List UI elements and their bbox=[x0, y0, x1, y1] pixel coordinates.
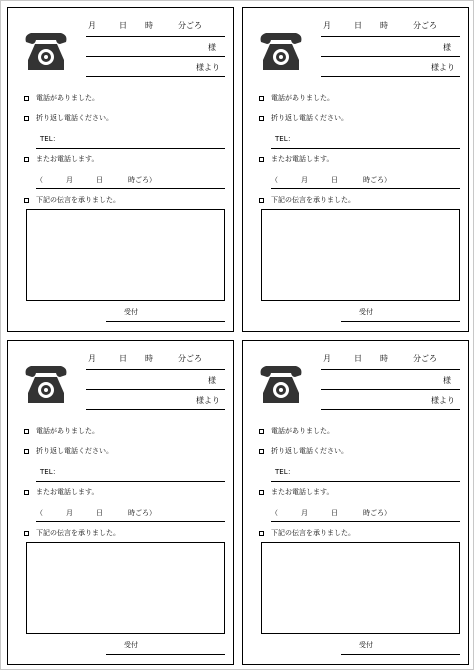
caller-suffix: 様より bbox=[196, 63, 220, 72]
tel-label: TEL： bbox=[40, 135, 60, 143]
callback-day-label: 日 bbox=[96, 509, 103, 517]
phone-memo-card bbox=[242, 340, 469, 665]
call-back-checkbox[interactable] bbox=[24, 449, 29, 454]
called-checkbox[interactable] bbox=[24, 429, 29, 434]
addressee-suffix: 様 bbox=[443, 376, 451, 385]
callback-time-label: 時ごろ） bbox=[128, 509, 156, 517]
call-back-label: 折り返し電話ください。 bbox=[36, 447, 113, 455]
call-again-checkbox[interactable] bbox=[259, 490, 264, 495]
message-box[interactable] bbox=[261, 209, 460, 301]
callback-date-line bbox=[271, 188, 460, 189]
hour-label: 時 bbox=[380, 354, 388, 363]
callback-month-label: 月 bbox=[301, 509, 308, 517]
telephone-icon bbox=[20, 28, 72, 76]
callback-time-label: 時ごろ） bbox=[128, 176, 156, 184]
call-back-label: 折り返し電話ください。 bbox=[36, 114, 113, 122]
called-checkbox[interactable] bbox=[24, 96, 29, 101]
callback-time-label: 時ごろ） bbox=[363, 176, 391, 184]
month-label: 月 bbox=[323, 354, 331, 363]
call-again-label: またお電話します。 bbox=[36, 155, 99, 163]
time-suffix-label: 分ごろ bbox=[178, 354, 202, 363]
called-checkbox[interactable] bbox=[259, 429, 264, 434]
callback-open-paren: （ bbox=[36, 176, 43, 184]
hour-label: 時 bbox=[380, 21, 388, 30]
phone-memo-card bbox=[7, 7, 234, 332]
tel-line bbox=[271, 148, 460, 149]
receiver-label: 受付 bbox=[124, 641, 138, 649]
addressee-suffix: 様 bbox=[443, 43, 451, 52]
caller-line bbox=[321, 76, 460, 77]
month-label: 月 bbox=[88, 354, 96, 363]
message-box[interactable] bbox=[26, 209, 225, 301]
message-checkbox[interactable] bbox=[259, 531, 264, 536]
tel-line bbox=[271, 481, 460, 482]
telephone-icon bbox=[20, 361, 72, 409]
call-again-label: またお電話します。 bbox=[271, 488, 334, 496]
call-back-checkbox[interactable] bbox=[259, 449, 264, 454]
called-checkbox[interactable] bbox=[259, 96, 264, 101]
callback-open-paren: （ bbox=[36, 509, 43, 517]
callback-date-line bbox=[271, 521, 460, 522]
callback-open-paren: （ bbox=[271, 176, 278, 184]
call-again-checkbox[interactable] bbox=[24, 490, 29, 495]
called-label: 電話がありました。 bbox=[36, 427, 99, 435]
callback-month-label: 月 bbox=[66, 176, 73, 184]
message-checkbox[interactable] bbox=[259, 198, 264, 203]
caller-suffix: 様より bbox=[196, 396, 220, 405]
receiver-line bbox=[341, 654, 460, 655]
hour-label: 時 bbox=[145, 21, 153, 30]
callback-time-label: 時ごろ） bbox=[363, 509, 391, 517]
callback-open-paren: （ bbox=[271, 509, 278, 517]
date-time-line bbox=[321, 369, 460, 370]
caller-line bbox=[86, 409, 225, 410]
addressee-suffix: 様 bbox=[208, 376, 216, 385]
callback-day-label: 日 bbox=[331, 176, 338, 184]
tel-label: TEL： bbox=[40, 468, 60, 476]
day-label: 日 bbox=[119, 21, 127, 30]
tel-line bbox=[36, 481, 225, 482]
addressee-line bbox=[321, 389, 460, 390]
time-suffix-label: 分ごろ bbox=[413, 21, 437, 30]
call-again-checkbox[interactable] bbox=[259, 157, 264, 162]
date-time-line bbox=[86, 369, 225, 370]
caller-line bbox=[321, 409, 460, 410]
caller-suffix: 様より bbox=[431, 396, 455, 405]
message-checkbox[interactable] bbox=[24, 198, 29, 203]
addressee-line bbox=[321, 56, 460, 57]
phone-memo-card bbox=[242, 7, 469, 332]
date-time-line bbox=[321, 36, 460, 37]
call-again-checkbox[interactable] bbox=[24, 157, 29, 162]
receiver-label: 受付 bbox=[124, 308, 138, 316]
message-label: 下記の伝言を承りました。 bbox=[271, 196, 355, 204]
receiver-line bbox=[106, 321, 225, 322]
call-again-label: またお電話します。 bbox=[271, 155, 334, 163]
called-label: 電話がありました。 bbox=[36, 94, 99, 102]
message-label: 下記の伝言を承りました。 bbox=[271, 529, 355, 537]
callback-date-line bbox=[36, 521, 225, 522]
tel-line bbox=[36, 148, 225, 149]
telephone-icon bbox=[255, 361, 307, 409]
message-label: 下記の伝言を承りました。 bbox=[36, 529, 120, 537]
telephone-icon bbox=[255, 28, 307, 76]
message-box[interactable] bbox=[261, 542, 460, 634]
caller-suffix: 様より bbox=[431, 63, 455, 72]
date-time-line bbox=[86, 36, 225, 37]
message-box[interactable] bbox=[26, 542, 225, 634]
call-back-label: 折り返し電話ください。 bbox=[271, 114, 348, 122]
day-label: 日 bbox=[119, 354, 127, 363]
call-back-checkbox[interactable] bbox=[24, 116, 29, 121]
tel-label: TEL： bbox=[275, 135, 295, 143]
message-label: 下記の伝言を承りました。 bbox=[36, 196, 120, 204]
call-back-checkbox[interactable] bbox=[259, 116, 264, 121]
receiver-line bbox=[341, 321, 460, 322]
message-checkbox[interactable] bbox=[24, 531, 29, 536]
addressee-suffix: 様 bbox=[208, 43, 216, 52]
receiver-label: 受付 bbox=[359, 308, 373, 316]
phone-memo-card bbox=[7, 340, 234, 665]
addressee-line bbox=[86, 389, 225, 390]
called-label: 電話がありました。 bbox=[271, 94, 334, 102]
receiver-line bbox=[106, 654, 225, 655]
addressee-line bbox=[86, 56, 225, 57]
callback-month-label: 月 bbox=[66, 509, 73, 517]
callback-day-label: 日 bbox=[96, 176, 103, 184]
callback-month-label: 月 bbox=[301, 176, 308, 184]
call-back-label: 折り返し電話ください。 bbox=[271, 447, 348, 455]
day-label: 日 bbox=[354, 21, 362, 30]
receiver-label: 受付 bbox=[359, 641, 373, 649]
callback-date-line bbox=[36, 188, 225, 189]
tel-label: TEL： bbox=[275, 468, 295, 476]
called-label: 電話がありました。 bbox=[271, 427, 334, 435]
call-again-label: またお電話します。 bbox=[36, 488, 99, 496]
caller-line bbox=[86, 76, 225, 77]
month-label: 月 bbox=[323, 21, 331, 30]
callback-day-label: 日 bbox=[331, 509, 338, 517]
month-label: 月 bbox=[88, 21, 96, 30]
time-suffix-label: 分ごろ bbox=[413, 354, 437, 363]
time-suffix-label: 分ごろ bbox=[178, 21, 202, 30]
day-label: 日 bbox=[354, 354, 362, 363]
hour-label: 時 bbox=[145, 354, 153, 363]
